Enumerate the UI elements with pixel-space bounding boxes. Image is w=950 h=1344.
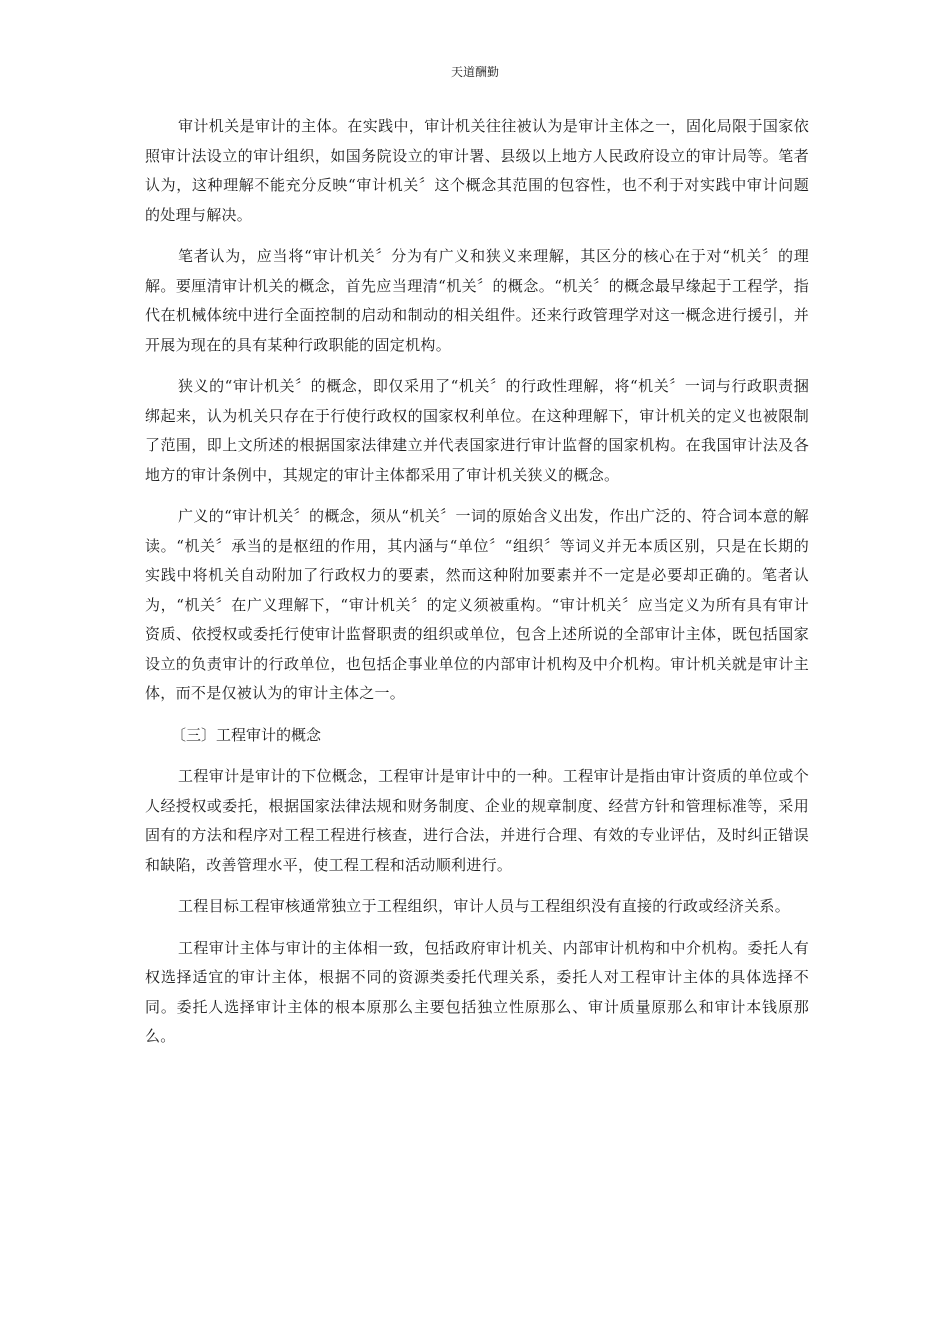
body-content: [145, 112, 809, 1064]
paragraph-engineering-audit-definition: 工程审计是审计的下位概念，工程审计是审计中的一种。工程审计是指由审计资质的单位或个人经授权或委托，根据国家法律法规和财务制度、企业的规章制度、经营方针和管理标准等，采用固有的方法和程序对工程工程进行核查，进行合法，并进行合理、有效的专业评估，及时纠正错误和缺陷，改善管理水平，使工程工程和活动顺利进行。: [145, 767, 809, 874]
paragraph-broad-narrow-understanding: 笔者认为，应当将“审计机关〞分为有广义和狭义来理解，其区分的核心在于对“机关〞的理解。要厘清审计机关的概念，首先应当理清“机关〞的概念。“机关〞的概念最早缘起于工程学，指代在机械体统中进行全面控制的启动和制动的相关组件。还来行政管理学对这一概念进行援引，并开展为现在的具有某种行政职能的固定机构。: [145, 247, 809, 354]
page-header: 天道酬勤: [450, 65, 499, 79]
paragraph-audit-organ-subject: 审计机关是审计的主体。在实践中，审计机关往往被认为是审计主体之一，固化局限于国家依照审计法设立的审计组织，如国务院设立的审计署、县级以上地方人民政府设立的审计局等。笔者认为，这种理解不能充分反映“审计机关〞这个概念其范围的包容性，也不利于对实践中审计问题的处理与解决。: [145, 117, 809, 224]
paragraph-broad-concept: 广义的“审计机关〞的概念，须从“机关〞一词的原始含义出发，作出广泛的、符合词本意的解读。“机关〞承当的是枢纽的作用，其内涵与“单位〞“组织〞等词义并无本质区别，只是在长期的实践中将机关自动附加了行政权力的要素，然而这种附加要素并不一定是必要却正确的。笔者认为，“机关〞在广义理解下，“审计机关〞的定义须被重构。“审计机关〞应当定义为所有具有审计资质、依授权或委托行使审计监督职责的组织或单位，包含上述所说的全部审计主体，既包括国家设立的负责审计的行政单位，也包括企事业单位的内部审计机构及中介机构。审计机关就是审计主体，而不是仅被认为的审计主体之一。: [145, 507, 809, 702]
paragraph-audit-subject-selection: 工程审计主体与审计的主体相一致，包括政府审计机关、内部审计机构和中介机构。委托人有权选择适宜的审计主体，根据不同的资源类委托代理关系，委托人对工程审计主体的具体选择不同。委托人选择审计主体的根本原那么主要包括独立性原那么、审计质量原那么和审计本钱原那么。: [145, 938, 809, 1045]
paragraph-narrow-concept: 狭义的“审计机关〞的概念，即仅采用了“机关〞的行政性理解，将“机关〞一词与行政职责捆绑起来，认为机关只存在于行使行政权的国家权利单位。在这种理解下，审计机关的定义也被限制了范围，即上文所述的根据国家法律建立并代表国家进行审计监督的国家机构。在我国审计法及各地方的审计条例中，其规定的审计主体都采用了审计机关狭义的概念。: [145, 377, 809, 484]
section-heading-engineering-audit: 〔三〕工程审计的概念: [171, 725, 322, 744]
paragraph-audit-independence: 工程目标工程审核通常独立于工程组织，审计人员与工程组织没有直接的行政或经济关系。: [178, 897, 791, 915]
